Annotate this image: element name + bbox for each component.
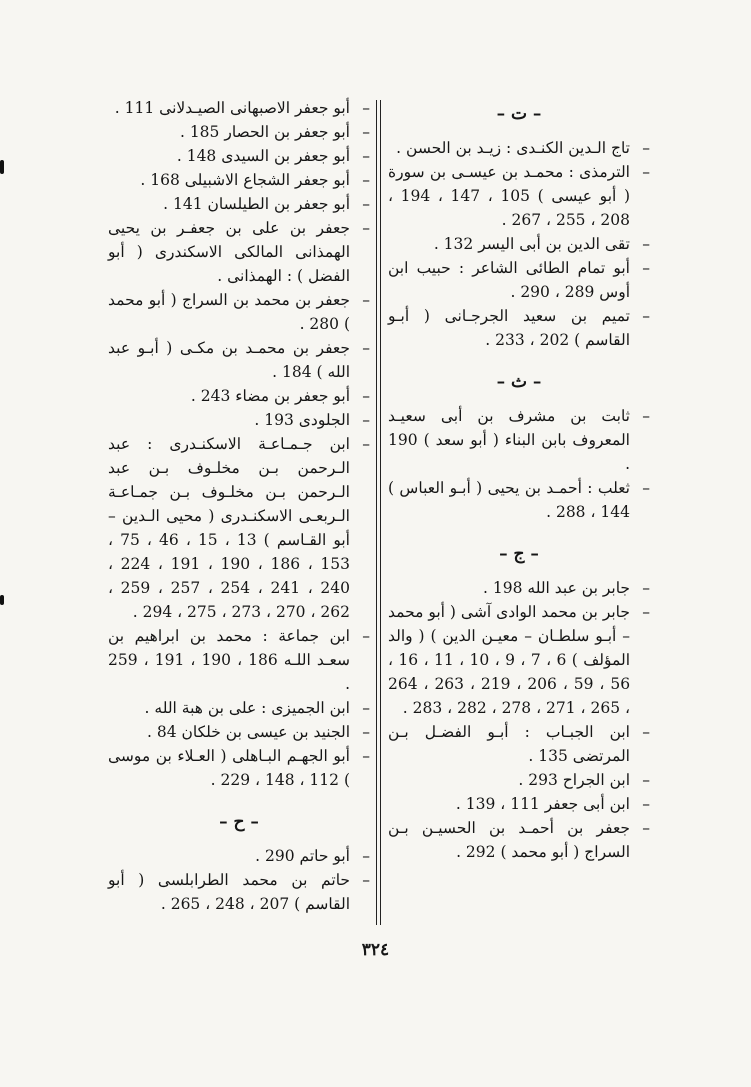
- index-entry: – الجلودى 193 .: [108, 408, 370, 432]
- index-entry: – ابن جماعة : محمد بن ابراهيم بن سعـد اللـه 186 ، 190 ، 191 ، 259 .: [108, 624, 370, 696]
- index-entry: – ابن جـمـاعـة الاسكنـدرى : عبد الـرحمن بـن مخلـوف بـن عبد الـرحمن بـن مخلـوف بـن جمـاعـة الـربعـى الاسكنـدرى ( محيى الـدين – أبو القـاسم ) 13 ، 15 ، 46 ، 75 ، 153 ، 186 ، 190 ، 191 ، 224 ، 240 ، 241 ، 254 ، 257 ، 259 ، 262 ، 270 ، 273 ، 275 ، 294 .: [108, 432, 370, 624]
- index-entry: – تاج الـدين الكنـدى : زيـد بن الحسن .: [388, 136, 650, 160]
- left-index-column: [108, 96, 370, 916]
- index-entry: – ابن الجميزى : على بن هبة الله .: [108, 696, 370, 720]
- index-entry: – تميم بن سعيد الجرجـانى ( أبـو القاسم ) 202 ، 233 .: [388, 304, 650, 352]
- index-entry: – جعفر بن أحمـد بن الحسيـن بـن السراج ( أبو محمد ) 292 .: [388, 816, 650, 864]
- index-entry: – جعفر بن محمد بن السراج ( أبو محمد ) 280 .: [108, 288, 370, 336]
- letter-section-heading: – ت –: [496, 104, 542, 124]
- index-entry: – أبو جعفر بن السيدى 148 .: [108, 144, 370, 168]
- index-entry: – جعفر بن على بن جعفـر بن يحيى الهمذانى المالكى الاسكندرى ( أبو الفضل ) : الهمذانى .: [108, 216, 370, 288]
- index-entry-list: [108, 96, 370, 916]
- index-entry: – أبو جعفر بن مضاء 243 .: [108, 384, 370, 408]
- index-entry: – حاتم بن محمد الطرابلسى ( أبو القاسم ) 207 ، 248 ، 265 .: [108, 868, 370, 916]
- index-entry: – جابر بن محمد الوادى آشى ( أبو محمد – أبـو سلطـان – معيـن الدين ) ( والد المؤلف ) 6 ، 7 ، 9 ، 10 ، 11 ، 16 ، 56 ، 59 ، 206 ، 219 ، 263 ، 264 ، 265 ، 271 ، 278 ، 282 ، 283 .: [388, 600, 650, 720]
- letter-section-heading: – ح –: [219, 812, 259, 832]
- index-entry: – جعفر بن محمـد بن مكـى ( أبـو عبد الله ) 184 .: [108, 336, 370, 384]
- index-entry: – أبو جعفر الاصبهانى الصيـدلانى 111 .: [108, 96, 370, 120]
- index-entry: – الترمذى : محمـد بن عيسـى بن سورة ( أبو عيسى ) 105 ، 147 ، 194 ، 208 ، 255 ، 267 .: [388, 160, 650, 232]
- column-divider-line: [376, 100, 377, 925]
- index-entry: – ابن الجبـاب : أبـو الفضـل بـن المرتضى 135 .: [388, 720, 650, 768]
- index-entry: – ابن أبى جعفر 111 ، 139 .: [388, 792, 650, 816]
- page-number: ٣٢٤: [361, 940, 390, 960]
- right-index-column: [388, 96, 650, 864]
- index-entry: – ثابت بن مشرف بن أبى سعيـد المعروف بابن البناء ( أبو سعد ) 190 .: [388, 404, 650, 476]
- index-entry: – أبو الجهـم البـاهلى ( العـلاء بن موسى ) 112 ، 148 ، 229 .: [108, 744, 370, 792]
- index-entry: – أبو تمام الطائى الشاعر : حبيب ابن أوس 289 ، 290 .: [388, 256, 650, 304]
- column-divider-line: [380, 100, 381, 925]
- index-entry: – أبو جعفر بن الطيلسان 141 .: [108, 192, 370, 216]
- letter-section-heading: – ث –: [496, 372, 542, 392]
- index-entry: – الجنيد بن عيسى بن خلكان 84 .: [108, 720, 370, 744]
- letter-section-heading: – ج –: [499, 544, 539, 564]
- index-entry: – ابن الجراح 293 .: [388, 768, 650, 792]
- index-entry: – أبو جعفر بن الحصار 185 .: [108, 120, 370, 144]
- index-entry-list: [388, 102, 650, 864]
- index-entry: – جابر بن عبد الله 198 .: [388, 576, 650, 600]
- index-entry: – تقى الدين بن أبى اليسر 132 .: [388, 232, 650, 256]
- page-edge-mark-bottom: [0, 595, 4, 605]
- index-entry: – ثعلب : أحمـد بن يحيى ( أبـو العباس ) 144 ، 288 .: [388, 476, 650, 524]
- index-entry: – أبو جعفر الشجاع الاشبيلى 168 .: [108, 168, 370, 192]
- index-entry: – أبو حاتم 290 .: [108, 844, 370, 868]
- page-edge-mark-top: [0, 160, 4, 174]
